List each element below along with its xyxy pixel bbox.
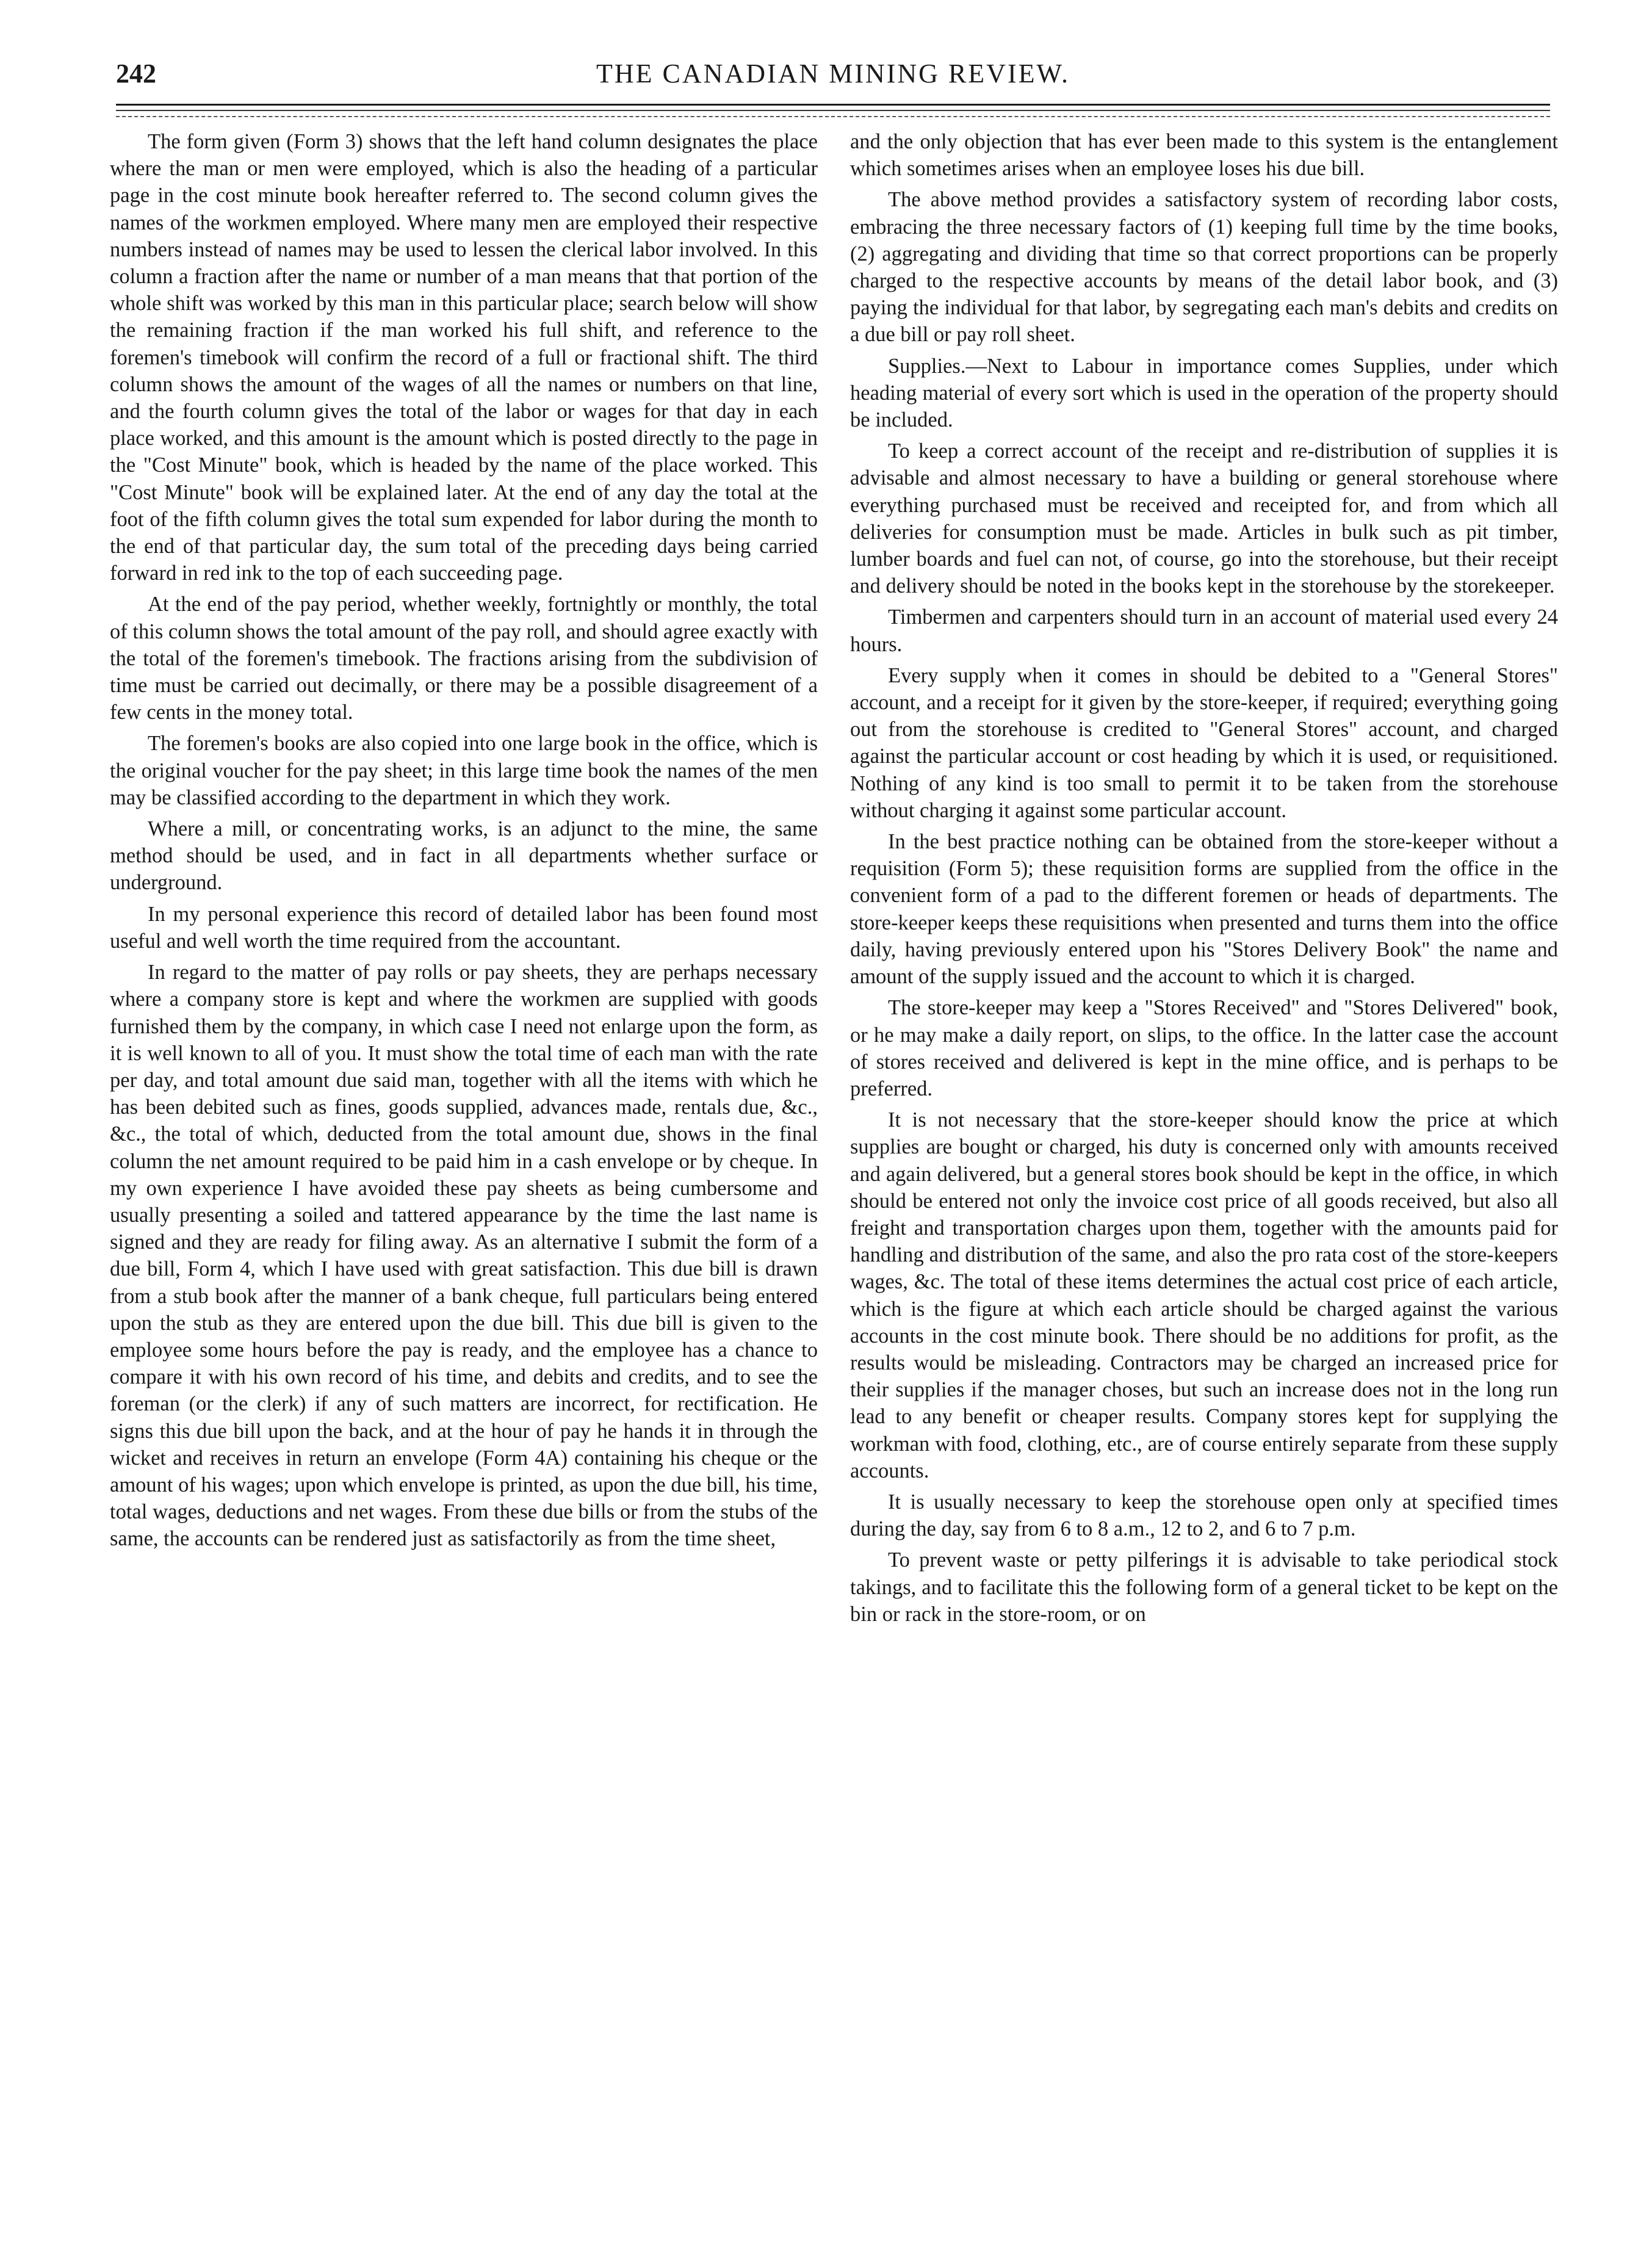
paragraph: Where a mill, or concentrating works, is an adjunct to the mine, the same method should be used, and in fact in all departments whether surface or underground.: [110, 817, 818, 895]
header-rule-thin: [116, 110, 1550, 111]
paragraph: It is usually necessary to keep the storehouse open only at specified times during the day, say from 6 to 8 a.m., 12 to 2, and 6 to 7 p.m.: [850, 1490, 1558, 1541]
paragraph: At the end of the pay period, whether weekly, fortnightly or monthly, the total of this column shows the total amount of the pay roll, and should agree exactly with the total of the foremen's timebook. The fractions arising from the subdivision of time must be carried out decimally, or there may be a possible disagreement of a few cents in the money total.: [110, 593, 818, 724]
running-title: THE CANADIAN MINING REVIEW.: [596, 59, 1070, 88]
paragraph: To keep a correct account of the receipt and re-distribution of supplies it is advisable and almost necessary to have a building or general storehouse where everything purchased must be received and receipted for, and from which all deliveries for consumption must be made. Articles in bulk such as pit timber, lumber boards and fuel can not, of course, go into the storehouse, but their receipt and delivery should be noted in the books kept in the storehouse by the storekeeper.: [850, 439, 1558, 598]
paragraph: Timbermen and carpenters should turn in an account of material used every 24 hours.: [850, 605, 1558, 656]
paragraph: The foremen's books are also copied into one large book in the office, which is the original voucher for the pay sheet; in this large time book the names of the men may be classified according to the department in which they work.: [110, 732, 818, 809]
paragraph: The above method provides a satisfactory system of recording labor costs, embracing the three necessary factors of (1) keeping full time by the time books, (2) aggregating and dividing that time so that correct proportions can be properly charged to the respective accounts by means of the detail labor book, and (3) paying the individual for that labor, by segregating each man's debits and credits on a due bill or pay roll sheet.: [850, 188, 1558, 347]
paragraph: In regard to the matter of pay rolls or pay sheets, they are perhaps necessary where a company store is kept and where the workmen are supplied with goods furnished them by the company, in which case I need not enlarge upon the form, as it is well known to all of you. It must show the total time of each man with the rate per day, and total amount due said man, together with all the items with which he has been debited such as fines, goods supplied, advances made, rentals due, &c., &c., the total of which, deducted from the total amount due, shows in the final column the net amount required to be paid him in a cash envelope or by cheque. In my own experience I have avoided these pay sheets as being cumbersome and usually presenting a soiled and tattered appearance by the time the last name is signed and they are ready for filing away. As an alternative I submit the form of a due bill, Form 4, which I have used with great satisfaction. This due bill is drawn from a stub book after the manner of a bank cheque, full particulars being entered upon the stub as they are entered upon the due bill. This due bill is given to the employee some hours before the pay is ready, and the employee has a chance to compare it with his own record of his time, and debits and credits, and to see the foreman (or the clerk) if any of such matters are incorrect, for rectification. He signs this due bill upon the back, and at the hour of pay he hands it in through the wicket and receives in return an envelope (Form 4A) containing his cheque or the amount of his wages; upon which envelope is printed, as upon the due bill, his time, total wages, deductions and net wages. From these due bills or from the stubs of the same, the accounts can be rendered just as satisfactorily as from the time sheet,: [110, 961, 818, 1551]
paragraph: It is not necessary that the store-keeper should know the price at which supplies are bought or charged, his duty is concerned only with amounts received and again delivered, but a general stores book should be kept in the office, in which should be entered not only the invoice cost price of all goods received, but also all freight and transportation charges upon them, together with the amounts paid for handling and distribution of the same, and also the pro rata cost of the store-keepers wages, &c. The total of these items determines the actual cost price of each article, which is the figure at which each article should be charged against the various accounts in the cost minute book. There should be no additions for profit, as the results would be misleading. Contractors may be charged an increased price for their supplies if the manager choses, but such an increase does not in the long run lead to any benefit or cheaper results. Company stores kept for supplying the workman with food, clothing, etc., are of course entirely separate from these supply accounts.: [850, 1108, 1558, 1482]
header-rule-dashed: [116, 116, 1550, 117]
page-header: [116, 58, 1550, 107]
paragraph: The store-keeper may keep a "Stores Received" and "Stores Delivered" book, or he may make a daily report, on slips, to the office. In the latter case the account of stores received and delivered is kept in the mine office, and is perhaps to be preferred.: [850, 996, 1558, 1100]
header-rule: [116, 104, 1550, 106]
left-column: [110, 128, 818, 2215]
paragraph: Supplies.—Next to Labour in importance comes Supplies, under which heading material of every sort which is used in the operation of the property should be included.: [850, 354, 1558, 432]
right-column: [850, 128, 1558, 2215]
paragraph: Every supply when it comes in should be debited to a "General Stores" account, and a receipt for it given by the store-keeper, if required; everything going out from the storehouse is credited to "General Stores" account, and charged against the particular account or cost heading by which it is used, or requisitioned. Nothing of any kind is too small to permit it to be taken from the storehouse without charging it against some particular account.: [850, 663, 1558, 822]
paragraph: In my personal experience this record of detailed labor has been found most useful and well worth the time required from the accountant.: [110, 902, 818, 953]
paragraph: To prevent waste or petty pilferings it is advisable to take periodical stock takings, and to facilitate this the following form of a general ticket to be kept on the bin or rack in the store-room, or on: [850, 1548, 1558, 1626]
paragraph: In the best practice nothing can be obtained from the store-keeper without a requisition (Form 5); these requisition forms are supplied from the office in the convenient form of a pad to the different foremen or heads of departments. The store-keeper keeps these requisitions when presented and turns them into the office daily, having previously entered upon his "Stores Delivery Book" the name and amount of the supply issued and the account to which it is charged.: [850, 830, 1558, 989]
paragraph: The form given (Form 3) shows that the left hand column designates the place where the man or men were employed, which is also the heading of a particular page in the cost minute book hereafter referred to. The second column gives the names of the workmen employed. Where many men are employed their respective numbers instead of names may be used to lessen the clerical labor involved. In this column a fraction after the name or number of a man means that that portion of the whole shift was worked by this man in this particular place; search below will show the remaining fraction if the man worked his full shift, and reference to the foremen's timebook will confirm the record of a full or fractional shift. The third column shows the amount of the wages of all the names or numbers on that line, and the fourth column gives the total of the labor or wages for that day in each place worked, and this amount is the amount which is posted directly to the page in the "Cost Minute" book, which is headed by the name of the place worked. This "Cost Minute" book will be explained later. At the end of any day the total at the foot of the fifth column gives the total sum expended for labor during the month to the end of that particular day, the sum total of the preceding days being carried forward in red ink to the top of each succeeding page.: [110, 130, 818, 585]
paragraph: and the only objection that has ever been made to this system is the entanglement which sometimes arises when an employee loses his due bill.: [850, 130, 1558, 181]
page-number: 242: [116, 59, 156, 88]
